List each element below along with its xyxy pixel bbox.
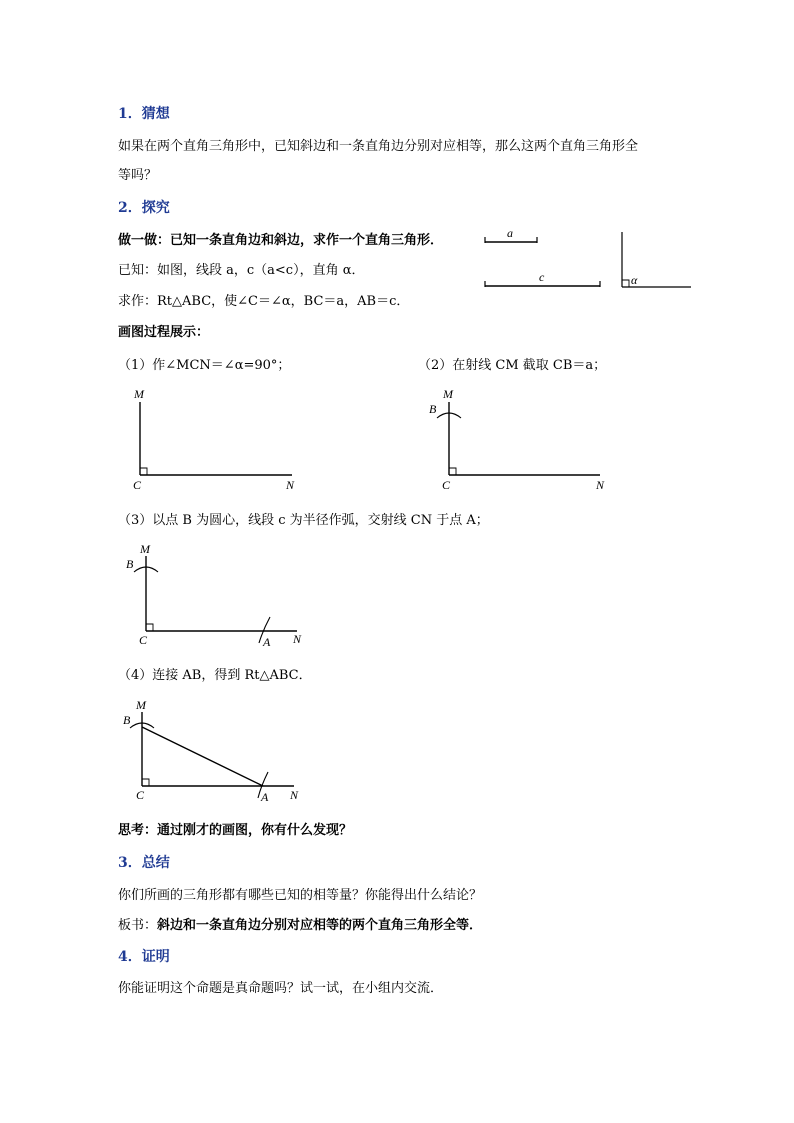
section-3-heading bbox=[118, 852, 170, 872]
angle-alpha-label: α bbox=[631, 273, 638, 287]
step-4-text: （4）连接 AB，得到 Rt△ABC． bbox=[118, 668, 312, 683]
label-M: M bbox=[136, 698, 146, 712]
label-M: M bbox=[140, 542, 150, 556]
label-A: A bbox=[261, 790, 269, 804]
board-label: 板书： bbox=[118, 918, 158, 933]
section-number: 3． bbox=[118, 855, 142, 871]
section-4-heading bbox=[118, 946, 170, 966]
process-title: 画图过程展示： bbox=[118, 325, 210, 340]
section-title: 探究 bbox=[141, 200, 170, 216]
section-number: 4． bbox=[118, 949, 142, 965]
guess-text-line2: 等吗？ bbox=[118, 168, 158, 183]
board-note bbox=[118, 914, 482, 933]
segment-c-label: c bbox=[539, 270, 545, 284]
segment-a-label: a bbox=[507, 226, 513, 240]
proof-question: 你能证明这个命题是真命题吗？试一试，在小组内交流． bbox=[118, 981, 444, 996]
label-C: C bbox=[139, 633, 148, 647]
section-title: 证明 bbox=[141, 949, 170, 965]
label-N: N bbox=[286, 478, 295, 492]
label-N: N bbox=[596, 478, 605, 492]
section-number: 2． bbox=[118, 200, 142, 216]
explore-task: 做一做：已知一条直角边和斜边，求作一个直角三角形． bbox=[118, 233, 444, 248]
label-C: C bbox=[136, 788, 145, 802]
label-B: B bbox=[429, 402, 437, 416]
label-N: N bbox=[290, 788, 299, 802]
segment-AB bbox=[142, 727, 263, 786]
think-text: 思考：通过刚才的画图，你有什么发现？ bbox=[118, 823, 353, 838]
section-title: 总结 bbox=[141, 855, 170, 871]
label-M: M bbox=[443, 387, 453, 401]
explore-find: 求作：Rt△ABC，使∠C＝∠α，BC＝a，AB＝c． bbox=[118, 294, 410, 309]
label-A: A bbox=[263, 635, 271, 649]
board-text: 斜边和一条直角边分别对应相等的两个直角三角形全等． bbox=[157, 918, 483, 933]
guess-text-line1: 如果在两个直角三角形中，已知斜边和一条直角边分别对应相等，那么这两个直角三角形全 bbox=[118, 139, 639, 154]
label-C: C bbox=[442, 478, 451, 492]
label-B: B bbox=[126, 557, 134, 571]
section-number: 1． bbox=[118, 106, 142, 122]
think-question bbox=[118, 819, 352, 838]
step-2-text: （2）在射线 CM 截取 CB＝a； bbox=[418, 358, 607, 373]
step-3-text: （3）以点 B 为圆心，线段 c 为半径作弧，交射线 CN 于点 A； bbox=[118, 513, 489, 528]
label-B: B bbox=[123, 713, 131, 727]
explore-known: 已知：如图，线段 a，c（a<c），直角 α． bbox=[118, 263, 365, 278]
label-C: C bbox=[133, 478, 142, 492]
section-title: 猜想 bbox=[141, 106, 170, 122]
summary-question: 你们所画的三角形都有哪些已知的相等量？你能得出什么结论？ bbox=[118, 888, 483, 903]
step-1-text: （1）作∠MCN＝∠α=90°； bbox=[118, 358, 291, 373]
label-N: N bbox=[293, 632, 302, 646]
label-M: M bbox=[134, 387, 144, 401]
